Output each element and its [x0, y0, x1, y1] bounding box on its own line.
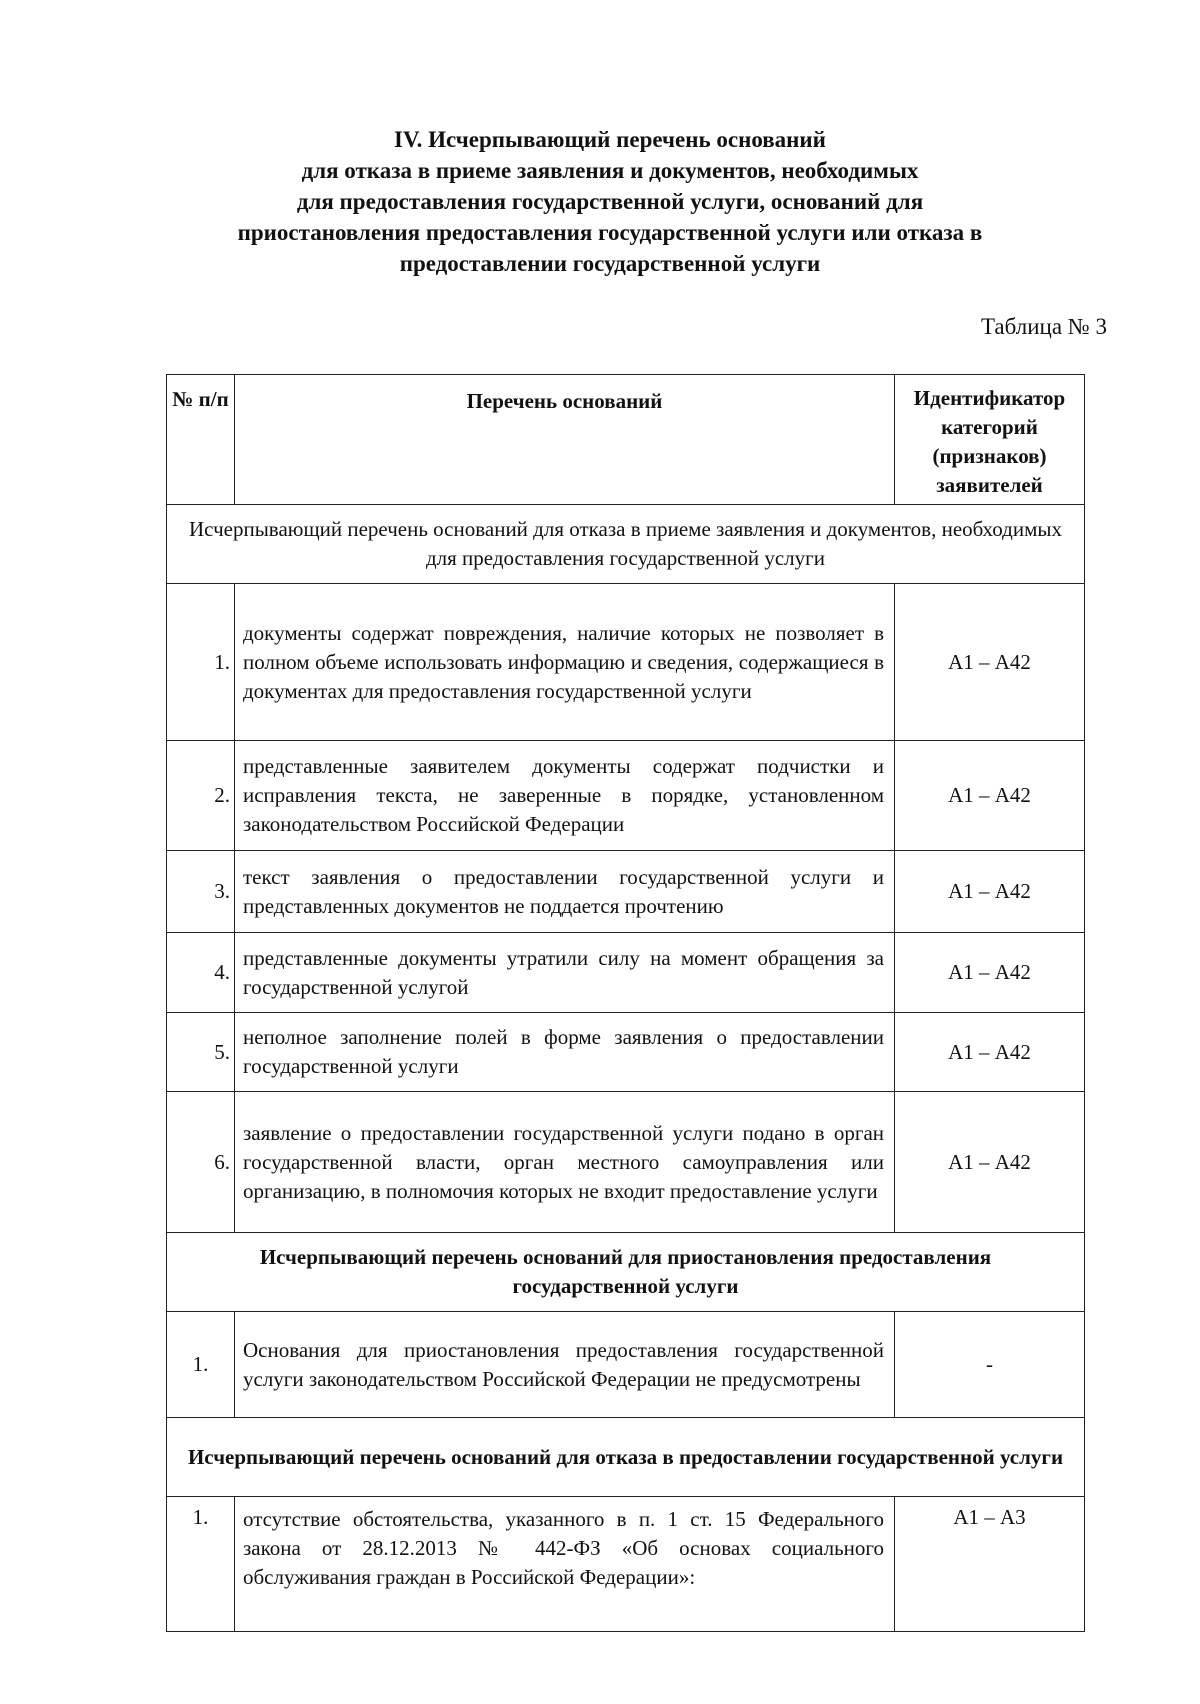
row-id: А1 – А42	[895, 1013, 1085, 1092]
row-id: А1 – А42	[895, 1092, 1085, 1233]
row-num: 1.	[167, 1312, 235, 1418]
row-num: 5.	[167, 1013, 235, 1092]
section-title: Исчерпывающий перечень оснований для приостановления предоставления государственной услуги	[167, 1233, 1085, 1312]
header-text: Перечень оснований	[235, 375, 895, 505]
title-line: для предоставления государственной услуги, оснований для	[296, 189, 924, 214]
row-num: 3.	[167, 851, 235, 933]
title-line: для отказа в приеме заявления и документов, необходимых	[301, 158, 919, 183]
section-row	[167, 1418, 1085, 1497]
title-line: предоставлении государственной услуги	[399, 251, 821, 276]
table-row	[167, 1312, 1085, 1418]
title-line: приостановления предоставления государственной услуги или отказа в	[237, 220, 983, 245]
row-num: 4.	[167, 933, 235, 1013]
section-row	[167, 1233, 1085, 1312]
row-id: А1 – А42	[895, 741, 1085, 851]
table-row	[167, 851, 1085, 933]
table-row	[167, 933, 1085, 1013]
table-number: Таблица № 3	[980, 314, 1107, 339]
row-num: 1.	[167, 1497, 235, 1632]
section-title: Исчерпывающий перечень оснований для отказа в приеме заявления и документов, необходимых для предоставления государственной услуги	[167, 505, 1085, 584]
table-row	[167, 741, 1085, 851]
header-num: № п/п	[167, 375, 235, 505]
table-row	[167, 1092, 1085, 1233]
row-id: А1 – А42	[895, 584, 1085, 741]
row-text: заявление о предоставлении государственной услуги подано в орган государственной власти, орган местного самоуправления или организацию, в полномочия которых не входит предоставление услуги	[235, 1092, 895, 1233]
grounds-table	[166, 374, 1085, 1632]
header-id: Идентификатор категорий (признаков) заявителей	[895, 375, 1085, 505]
row-id: -	[895, 1312, 1085, 1418]
title-line: IV. Исчерпывающий перечень оснований	[394, 127, 826, 152]
section-row	[167, 505, 1085, 584]
row-id: А1 – А3	[895, 1497, 1085, 1632]
row-text: документы содержат повреждения, наличие которых не позволяет в полном объеме использовать информацию и сведения, содержащиеся в документах для предоставления государственной услуги	[235, 584, 895, 741]
row-text: представленные заявителем документы содержат подчистки и исправления текста, не заверенные в порядке, установленном законодательством Российской Федерации	[235, 741, 895, 851]
row-num: 2.	[167, 741, 235, 851]
section-title: Исчерпывающий перечень оснований для отказа в предоставлении государственной услуги	[167, 1418, 1085, 1497]
row-id: А1 – А42	[895, 933, 1085, 1013]
document-title	[120, 124, 1100, 279]
row-text: представленные документы утратили силу на момент обращения за государственной услугой	[235, 933, 895, 1013]
row-text: неполное заполнение полей в форме заявления о предоставлении государственной услуги	[235, 1013, 895, 1092]
table-row	[167, 1013, 1085, 1092]
row-num: 1.	[167, 584, 235, 741]
row-text: Основания для приостановления предоставления государственной услуги законодательством Российской Федерации не предусмотрены	[235, 1312, 895, 1418]
table-row	[167, 1497, 1085, 1632]
row-text: текст заявления о предоставлении государственной услуги и представленных документов не поддается прочтению	[235, 851, 895, 933]
table-row	[167, 584, 1085, 741]
row-id: А1 – А42	[895, 851, 1085, 933]
table-header-row	[167, 375, 1085, 505]
row-text: отсутствие обстоятельства, указанного в п. 1 ст. 15 Федерального закона от 28.12.2013 № 442-ФЗ «Об основах социального обслуживания граждан в Российской Федерации»:	[235, 1497, 895, 1632]
row-num: 6.	[167, 1092, 235, 1233]
